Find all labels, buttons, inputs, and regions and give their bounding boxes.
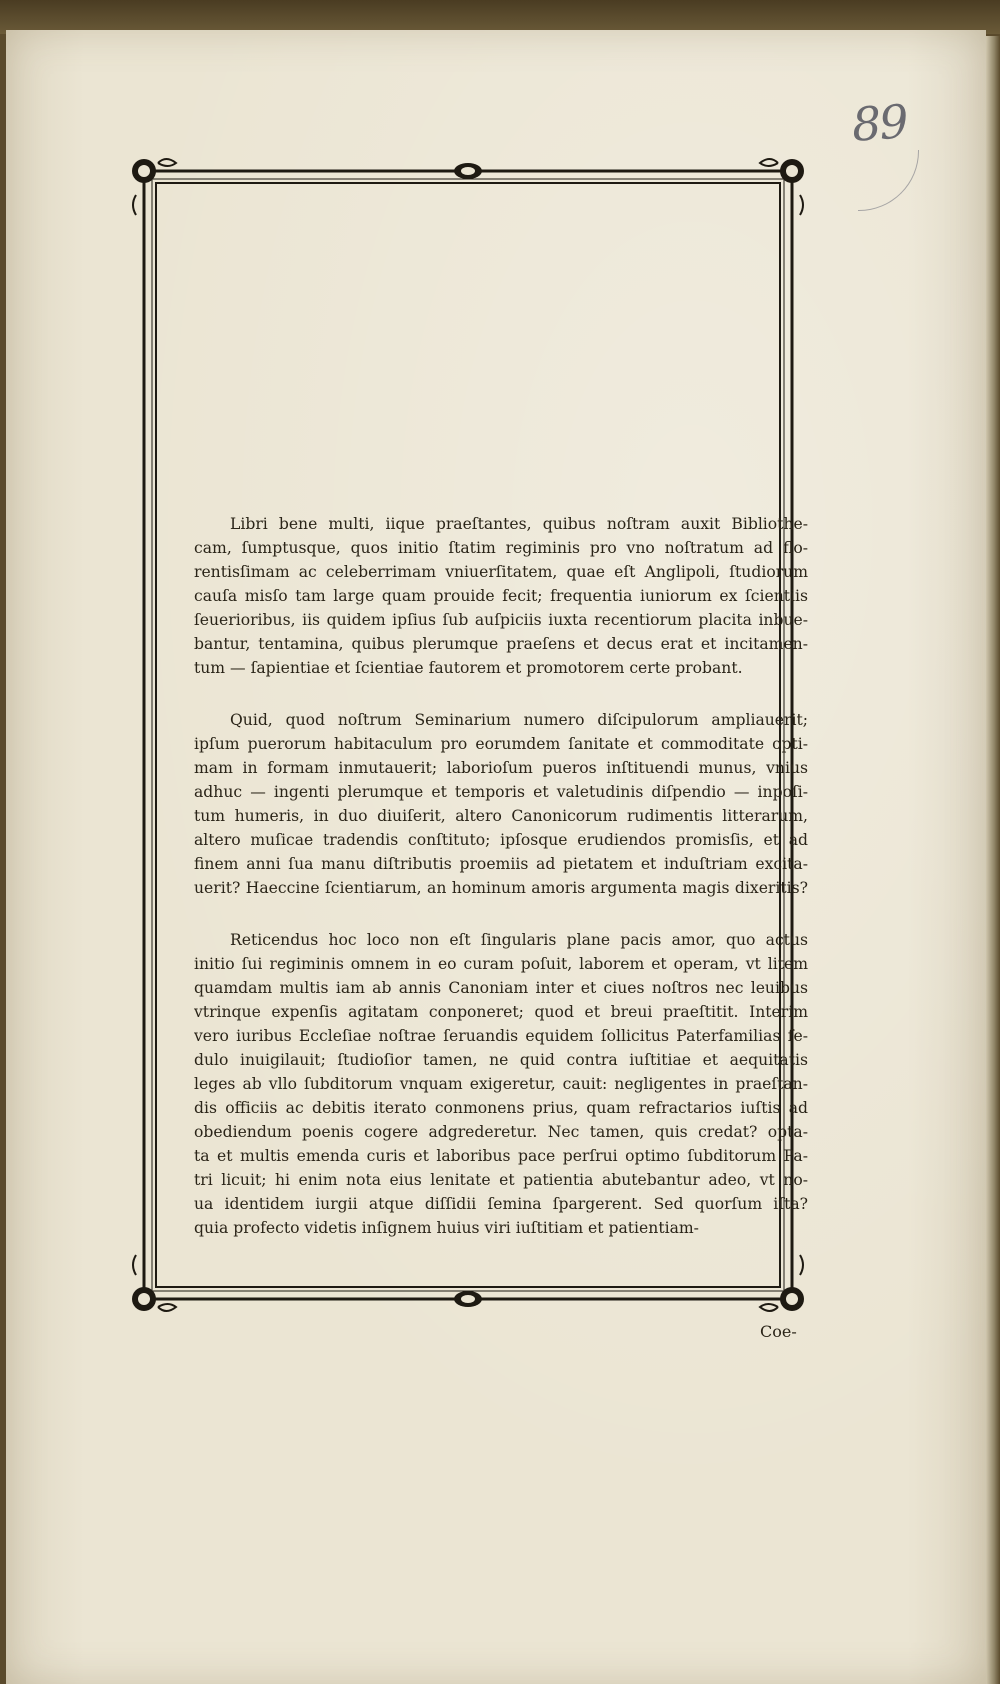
text-line: tum — ſapientiae et ſcientiae fautorem et promotorem certe probant. [194,659,743,677]
page-edge-shadow [986,36,1000,1684]
text-line: Libri bene multi, iique praeſtantes, quibus noſtram auxit Bibliothe- [230,515,808,533]
text-line: quamdam multis iam ab annis Canoniam inter et ciues noſtros nec leuibus [194,979,808,997]
text-line: tum humeris, in duo diuiſerit, altero Canonicorum rudimentis litterarum, [194,807,808,825]
text-line: tri licuit; hi enim nota eius lenitate et patientia abutebantur adeo, vt no- [194,1171,808,1189]
text-line: ua identidem iurgii atque diſſidii ſemina ſpargerent. Sed quorſum iſta? [194,1195,808,1213]
text-line: ſeuerioribus, iis quidem ipſius ſub auſpiciis iuxta recentiorum placita inbue- [194,611,808,629]
text-line: obediendum poenis cogere adgrederetur. Nec tamen, quis credat? opta- [194,1123,808,1141]
text-line: vtrinque expenſis agitatam conponeret; quod et breui praeſtitit. Interim [194,1003,808,1021]
text-line: quia profecto videtis inſignem huius viri iuſtitiam et patientiam- [194,1219,699,1237]
text-line: cam, ſumptusque, quos initio ſtatim regiminis pro vno noſtratum ad flo- [194,539,808,557]
handwritten-page-number: 89 [850,94,909,152]
main-text [194,512,808,1240]
text-line: mam in formam inmutauerit; laborioſum pueros inſtituendi munus, vnius [194,759,808,777]
paragraph-3 [194,928,808,1240]
text-line: ipſum puerorum habitaculum pro eorumdem ſanitate et commoditate opti- [194,735,808,753]
text-line: ta et multis emenda curis et laboribus pace perſrui optimo ſubditorum Pa- [194,1147,808,1165]
text-line: uerit? Haeccine ſcientiarum, an hominum amoris argumenta magis dixeritis? [194,879,808,897]
text-line: dis officiis ac debitis iterato conmonens prius, quam refractarios iuſtis ad [194,1099,808,1117]
catchword: Coe- [760,1322,797,1341]
text-line: Reticendus hoc loco non eſt ſingularis plane pacis amor, quo actus [230,931,808,949]
text-line: finem anni ſua manu diſtributis proemiis ad pietatem et induſtriam excita- [194,855,808,873]
text-line: dulo inuigilauit; ſtudioſior tamen, ne quid contra iuſtitiae et aequitatis [194,1051,808,1069]
scan-background-top [0,0,1000,34]
text-line: cauſa misſo tam large quam prouide fecit; frequentia iuniorum ex ſcientiis [194,587,808,605]
text-line: adhuc — ingenti plerumque et temporis et valetudinis diſpendio — inpoſi- [194,783,808,801]
text-line: Quid, quod noſtrum Seminarium numero diſcipulorum ampliauerit; [230,711,808,729]
text-line: rentisſimam ac celeberrimam vniuerſitatem, quae eſt Anglipoli, ſtudiorum [194,563,808,581]
paragraph-2 [194,708,808,900]
text-line: vero iuribus Eccleſiae noſtrae ſeruandis equidem ſollicitus Paterfamilias ſe- [194,1027,808,1045]
text-line: altero muſicae tradendis conſtituto; ipſosque erudiendos promisſis, et ad [194,831,808,849]
text-line: bantur, tentamina, quibus plerumque praeſens et decus erat et incitamen- [194,635,808,653]
text-line: leges ab vllo ſubditorum vnquam exigeretur, cauit: negligentes in praeſtan- [194,1075,808,1093]
paragraph-1 [194,512,808,680]
text-line: initio ſui regiminis omnem in eo curam poſuit, laborem et operam, vt litem [194,955,808,973]
